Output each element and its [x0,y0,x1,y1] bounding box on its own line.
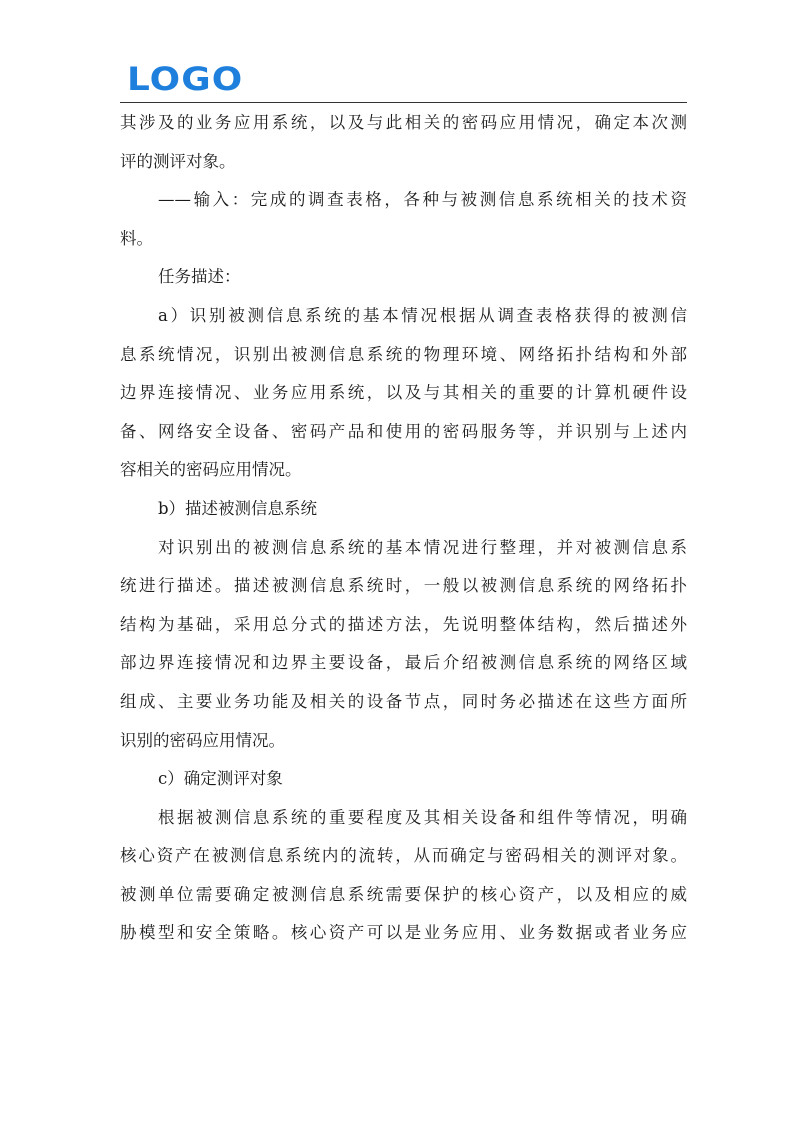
text-line: 容相关的密码应用情况。 [120,460,302,480]
text-line: 任务描述： [158,267,241,287]
text-line: 评的测评对象。 [120,151,236,171]
text-line: 边界连接情况、业务应用系统，以及与其相关的重要的计算机硬件设 [120,383,687,403]
text-line: 部边界连接情况和边界主要设备，最后介绍被测信息系统的网络区域 [120,653,687,673]
page-header [120,62,687,103]
text-line: 核心资产在被测信息系统内的流转，从而确定与密码相关的测评对象。 [120,846,687,866]
text-line: 料。 [120,228,153,248]
text-line: a）识别被测信息系统的基本情况根据从调查表格获得的被测信 [158,305,687,325]
text-line: 对识别出的被测信息系统的基本情况进行整理，并对被测信息系 [158,537,687,557]
text-line: 胁模型和安全策略。核心资产可以是业务应用、业务数据或者业务应 [120,923,687,943]
text-line: 备、网络安全设备、密码产品和使用的密码服务等，并识别与上述内 [120,421,687,441]
logo: LOGO [127,60,244,98]
text-line: 其涉及的业务应用系统，以及与此相关的密码应用情况，确定本次测 [120,113,687,132]
document-body [120,104,687,953]
text-line: 识别的密码应用情况。 [120,730,285,750]
text-line: 息系统情况，识别出被测信息系统的物理环境、网络拓扑结构和外部 [120,344,687,364]
text-line: 组成、主要业务功能及相关的设备节点，同时务必描述在这些方面所 [120,691,687,711]
text-line: ——输入：完成的调查表格，各种与被测信息系统相关的技术资 [158,190,687,210]
text-line: c）确定测评对象 [158,769,283,789]
text-line: 被测单位需要确定被测信息系统需要保护的核心资产，以及相应的威 [120,884,687,904]
text-line: 根据被测信息系统的重要程度及其相关设备和组件等情况，明确 [158,807,687,827]
text-line: 统进行描述。描述被测信息系统时，一般以被测信息系统的网络拓扑 [120,576,687,596]
text-line: b）描述被测信息系统 [158,498,318,518]
text-line: 结构为基础，采用总分式的描述方法，先说明整体结构，然后描述外 [120,614,687,634]
